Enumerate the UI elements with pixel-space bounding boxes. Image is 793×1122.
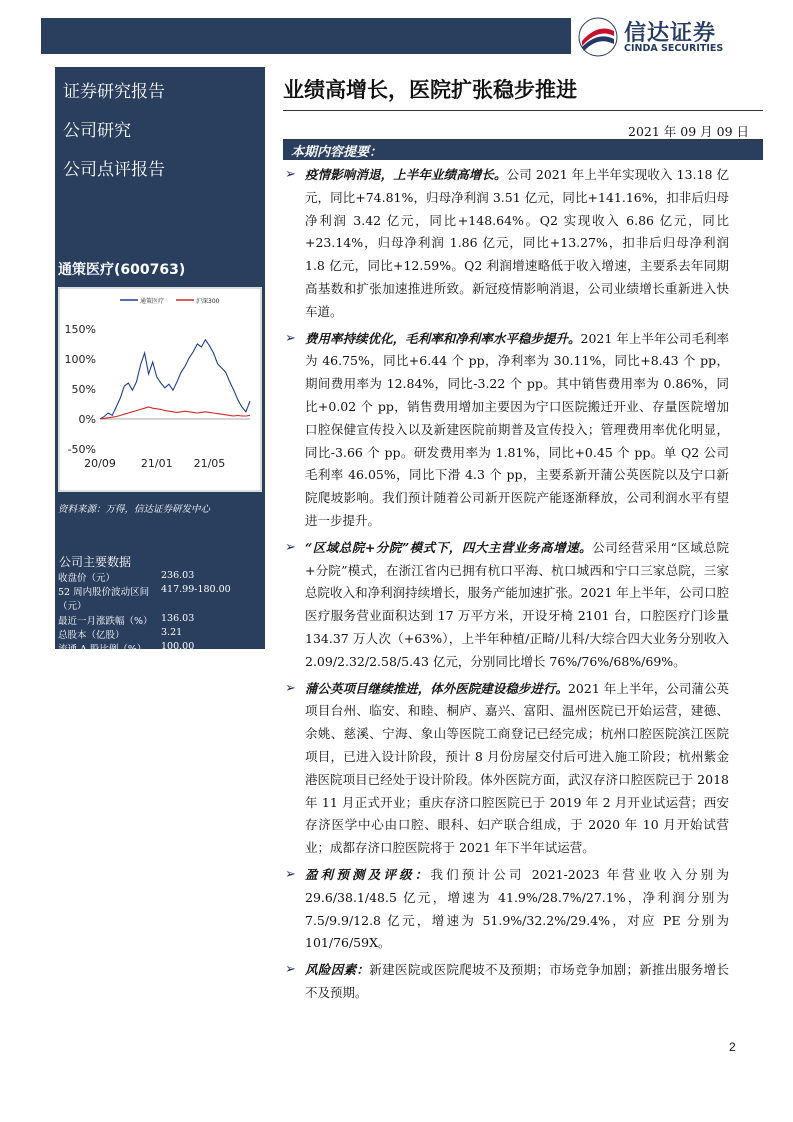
bullet-arrow-icon: ➢ — [285, 680, 296, 696]
stock-chart-svg — [58, 287, 262, 492]
page-number: 2 — [729, 1040, 736, 1054]
bullet-text: 2021 年上半年公司毛利率为 46.75%，同比+6.44 个 pp，净利率为 30.11%，同比+8.43 个 pp，期间费用率为 12.84%，同比-3.22 个 pp。其中销售费用率为 0.86%，同比+0.02 个 pp，销售费用增加主要因为宁口医院搬迁开业、存量医院增加口腔保健宣传投入以及新建医院前期普及宣传投入；管理费用率优化明显，同比-3.66 个 pp。研发费用率为 1.81%，同比+0.45 个 pp。单 Q2 公司毛利率 46.05%，同比下滑 4.3 个 pp，主要系新开蒲公英医院以及宁口新院爬坡影响。我们预计随着公司新开医院产能逐渐释放，公司利润水平有望进一步提升。 — [305, 330, 729, 528]
sidebar — [55, 67, 265, 687]
bullet-arrow-icon: ➢ — [285, 962, 296, 978]
y-tick-label: 0% — [78, 413, 96, 426]
key-data-table — [58, 570, 263, 669]
bullet-text: 新建医院或医院爬坡不及预期；市场竞争加剧；新推出服务增长不及预期。 — [305, 962, 729, 1000]
summary-bullet — [283, 864, 729, 955]
summary-bullet — [283, 959, 729, 1005]
y-tick-label: -50% — [67, 443, 96, 456]
key-data-value: 100.00 — [161, 640, 195, 652]
key-data-row — [58, 641, 263, 655]
report-date: 2021 年 09 月 09 日 — [628, 124, 749, 139]
key-data-value: 236.03 — [161, 570, 195, 581]
company-name: 通策医疗(600763) — [58, 262, 186, 278]
header-bar — [41, 18, 571, 54]
headline-rule — [283, 110, 763, 111]
bullet-arrow-icon: ➢ — [285, 866, 296, 882]
key-data-row — [58, 627, 263, 641]
series-line-1 — [100, 340, 250, 419]
bullet-text: 公司经营采用“区域总院+分院”模式，在浙江省内已拥有杭口平海、杭口城西和宁口三家总院，三家总院收入和净利润持续增长，服务产能加速扩张。2021 年上半年，公司口腔医疗服务营业面积达到 17 万平方米，开设牙椅 2101 台，口腔医疗门诊量 134.37 万人次（+63%），上半年种植/正畸/儿科/大综合四大业务分别收入 2.09/2.32/2.58/5.43 亿元，分别同比增长 76%/76%/68%/69%。 — [305, 539, 729, 669]
data-source-note: 资料来源：信达证券研发中心 — [58, 676, 182, 687]
summary-bullets — [283, 164, 763, 1009]
report-type-label: 证券研究报告 — [63, 82, 165, 102]
key-data-label: （元） — [58, 601, 87, 613]
report-headline: 业绩高增长，医院扩张稳步推进 — [283, 78, 577, 102]
bullet-lead: “区域总院+分院”模式下，四大主营业务高增速。 — [305, 539, 593, 555]
bullet-lead: 蒲公英项目继续推进，体外医院建设稳步进行。 — [305, 680, 568, 696]
key-data-label: 52 周内股价波动区间 — [58, 587, 150, 599]
cinda-logo — [578, 14, 768, 58]
chart-source-note: 资料来源：万得，信达证券研发中心 — [58, 504, 211, 515]
key-data-value: 3.21 — [161, 626, 183, 638]
cinda-logo-mark-icon — [578, 17, 618, 57]
bullet-lead: 风险因素： — [305, 962, 370, 978]
key-data-title: 公司主要数据 — [59, 555, 132, 569]
key-data-row — [58, 613, 263, 627]
y-tick-label: 150% — [64, 323, 96, 336]
summary-bullet — [283, 537, 729, 674]
key-data-label: 总市值（亿元） — [58, 658, 125, 670]
legend-label: 沪深300 — [196, 298, 220, 305]
summary-bullet — [283, 328, 729, 533]
key-data-label: 收盘价（元） — [58, 573, 116, 584]
report-subtype-label: 公司点评报告 — [63, 160, 165, 180]
x-tick-label: 20/09 — [84, 457, 116, 470]
legend-label: 通策医疗 — [140, 298, 165, 305]
key-data-value: 756.81 — [161, 655, 195, 667]
summary-bullet — [283, 678, 729, 860]
bullet-text: 公司 2021 年上半年实现收入 13.18 亿元，同比+74.81%，归母净利润 3.51 亿元，同比+141.16%，扣非后归母净利润 3.42 亿元，同比+148.64%。Q2 实现收入 6.86 亿元，同比+23.14%，归母净利润 1.86 亿元，同比+13.27%，扣非后归母净利润 1.8 亿元，同比+12.59%。Q2 利润增速略低于收入增速，主要系去年同期高基数和扩张加速推进所致。新冠疫情影响消退，公司业绩增长重新进入快车道。 — [305, 167, 729, 319]
key-data-row — [58, 570, 263, 584]
summary-header-bar — [283, 140, 763, 160]
y-tick-label: 50% — [71, 383, 96, 396]
stock-chart — [58, 287, 262, 492]
key-data-label: 最近一月涨跌幅（%） — [58, 615, 153, 627]
key-data-value: 136.03 — [161, 612, 195, 624]
bullet-lead: 盈利预测及评级： — [305, 866, 431, 882]
logo-chinese-name: 信达证券 — [624, 21, 717, 46]
key-data-value: 417.99-180.00 — [161, 584, 231, 596]
key-data-row — [58, 655, 263, 669]
series-line-2 — [100, 407, 250, 419]
logo-english-name: CINDA SECURITIES — [624, 43, 724, 54]
bullet-text: 2021 年上半年，公司蒲公英项目台州、临安、和睦、桐庐、嘉兴、富阳、温州医院已开始运营，建德、余姚、慈溪、宁海、象山等医院工商登记已经完成；杭州口腔医院滨江医院项目，已进入设计阶段，预计 8 月份房屋交付后可进入施工阶段；杭州紫金港医院项目已经处于设计阶段。体外医院方面，武汉存济口腔医院已于 2018 年 11 月正式开业；重庆存济口腔医院已于 2019 年 2 月开业试运营；西安存济医学中心由口腔、眼科、妇产联合组成，于 2020 年 10 月开始试营业；成都存济口腔医院将于 2021 年下半年试运营。 — [305, 680, 729, 856]
y-tick-label: 100% — [64, 353, 96, 366]
bullet-arrow-icon: ➢ — [285, 167, 296, 182]
bullet-arrow-icon: ➢ — [285, 330, 296, 346]
summary-bullet — [283, 164, 729, 324]
key-data-label: 总股本（亿股） — [58, 629, 125, 641]
x-tick-label: 21/05 — [193, 457, 226, 470]
key-data-row — [58, 584, 263, 598]
research-category-label: 公司研究 — [63, 121, 131, 141]
bullet-text: 我们预计公司 2021-2023 年营业收入分别为 29.6/38.1/48.5 亿元，增速为 41.9%/28.7%/27.1%，净利润分别为 7.5/9.9/12.8 亿元，增速为 51.9%/32.2%/29.4%，对应 PE 分别为 101/76/59X。 — [305, 866, 729, 951]
key-data-label: 流通 A 股比例（%） — [58, 643, 147, 655]
bullet-arrow-icon: ➢ — [285, 539, 296, 555]
bullet-lead: 费用率持续优化，毛利率和净利率水平稳步提升。 — [305, 330, 581, 346]
key-data-row — [58, 598, 263, 612]
summary-title: 本期内容提要： — [291, 145, 383, 160]
bullet-lead: 疫情影响消退，上半年业绩高增长。 — [305, 167, 507, 182]
x-tick-label: 21/01 — [140, 457, 173, 470]
